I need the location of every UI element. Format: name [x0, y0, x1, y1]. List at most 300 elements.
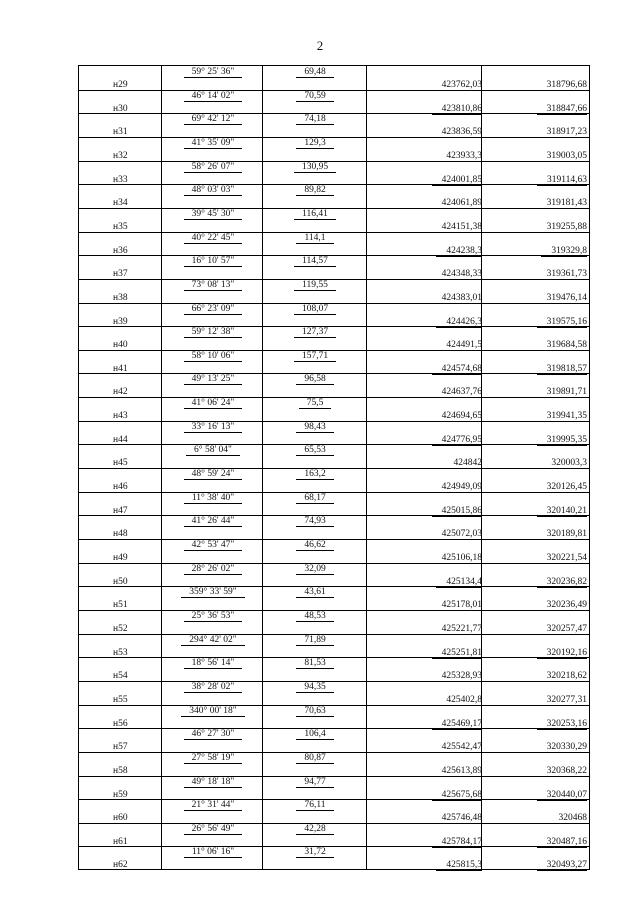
table-row	[79, 539, 589, 562]
point-label	[113, 198, 128, 208]
segment-length	[263, 256, 367, 267]
direction-angle	[163, 374, 263, 385]
table-row	[79, 161, 589, 184]
point-label-text: н43	[113, 411, 128, 422]
segment-length-text: 119,55	[294, 280, 336, 291]
coordinate-x-text: 424842	[444, 458, 483, 469]
direction-angle-text: 27° 58' 19"	[184, 753, 243, 764]
point-label-text: н39	[113, 316, 128, 327]
direction-angle	[163, 493, 263, 504]
segment-length-text: 130,95	[294, 162, 336, 173]
direction-angle	[163, 682, 263, 693]
direction-angle-text: 11° 38' 40"	[184, 493, 242, 504]
segment-length	[263, 847, 367, 858]
direction-angle	[163, 114, 263, 125]
segment-length	[263, 753, 367, 764]
direction-angle-text: 41° 06' 24"	[184, 398, 243, 409]
coordinate-x-text: 425675,68	[432, 790, 482, 801]
segment-length	[263, 611, 367, 622]
coordinate-x-text: 424426,3	[436, 317, 482, 328]
direction-angle-text: 46° 27' 30"	[184, 729, 243, 740]
direction-angle	[163, 351, 263, 362]
point-label	[113, 790, 128, 800]
table-row	[79, 515, 589, 538]
point-label	[113, 577, 128, 587]
direction-angle	[163, 445, 263, 456]
point-label	[113, 600, 128, 610]
table-row	[79, 397, 589, 420]
direction-angle	[163, 256, 263, 267]
point-label-text: н57	[113, 742, 128, 753]
coordinate-y-text: 319329,8	[541, 246, 587, 257]
table-row	[79, 681, 589, 704]
point-label-text: н49	[113, 553, 128, 563]
segment-length	[263, 351, 367, 362]
point-label	[113, 742, 128, 752]
point-label	[113, 813, 128, 823]
table-row	[79, 208, 589, 231]
point-label	[113, 553, 128, 563]
segment-length	[263, 422, 367, 433]
segment-length-text: 163,2	[296, 469, 333, 480]
point-label	[113, 127, 128, 137]
point-label-text: н55	[113, 694, 128, 705]
segment-length-text: 74,93	[296, 516, 333, 527]
segment-length-text: 70,63	[296, 706, 333, 717]
direction-angle	[163, 67, 263, 78]
direction-angle	[163, 753, 263, 764]
coordinate-x-text: 425784,17	[432, 837, 482, 848]
coordinate-y-text: 320368,22	[537, 766, 587, 777]
table-row	[79, 421, 589, 444]
table-row	[79, 113, 589, 136]
segment-length-text: 75,5	[299, 398, 332, 409]
direction-angle-text: 294° 42' 02"	[181, 635, 244, 646]
coordinate-y-text: 320126,45	[537, 482, 587, 493]
segment-length	[263, 280, 367, 291]
segment-length	[263, 540, 367, 551]
segment-length	[263, 682, 367, 693]
point-label-text: н31	[113, 127, 128, 138]
point-label-text: н52	[113, 623, 128, 634]
point-label-text: н45	[113, 458, 128, 469]
segment-length	[263, 587, 367, 598]
table-row	[79, 468, 589, 491]
segment-length-text: 69,48	[296, 67, 333, 78]
segment-length-text: 94,35	[296, 682, 333, 693]
point-label	[113, 387, 128, 397]
point-label-text: н62	[113, 860, 128, 871]
table-row	[79, 350, 589, 373]
direction-angle-text: 48° 59' 24"	[184, 469, 243, 480]
segment-length	[263, 327, 367, 338]
point-label-text: н35	[113, 221, 128, 232]
direction-angle	[163, 658, 263, 669]
coordinate-x-text: 423836,59	[432, 127, 482, 138]
table-row	[79, 823, 589, 846]
coordinate-x-text: 424574,68	[432, 364, 482, 375]
table-row	[79, 563, 589, 586]
direction-angle-text: 340° 00' 18"	[181, 706, 244, 717]
coordinate-x-text: 424348,33	[432, 269, 482, 280]
coordinate-x-text: 424238,3	[436, 246, 482, 257]
segment-length	[263, 67, 367, 78]
direction-angle	[163, 729, 263, 740]
direction-angle-text: 38° 28' 02"	[184, 682, 243, 693]
point-label-text: н54	[113, 671, 128, 682]
direction-angle-text: 26° 56' 49"	[184, 824, 243, 835]
segment-length-text: 129,3	[296, 138, 333, 149]
point-label-text: н32	[113, 150, 128, 161]
direction-angle	[163, 162, 263, 173]
point-label-text: н34	[113, 198, 128, 209]
direction-angle	[163, 635, 263, 646]
coordinate-x-text: 425402,8	[436, 695, 482, 706]
point-label	[113, 411, 128, 421]
point-label	[113, 766, 128, 776]
coordinate-y-text: 319114,63	[537, 175, 587, 186]
coordinate-x-text: 424151,38	[432, 222, 482, 233]
direction-angle-text: 59° 25' 36"	[184, 67, 243, 78]
point-label-text: н46	[113, 482, 128, 493]
segment-length	[263, 564, 367, 575]
table-row	[79, 492, 589, 515]
coordinate-y-text: 320330,29	[537, 742, 587, 753]
segment-length	[263, 824, 367, 835]
segment-length	[263, 304, 367, 315]
point-label	[113, 719, 128, 729]
table-row	[79, 137, 589, 160]
segment-length-text: 70,59	[296, 91, 333, 102]
point-label-text: н30	[113, 103, 128, 114]
point-label-text: н42	[113, 387, 128, 398]
coordinate-y-text: 319941,35	[537, 411, 587, 422]
point-label-text: н51	[113, 600, 128, 611]
point-label	[113, 340, 128, 350]
segment-length-text: 98,43	[296, 422, 333, 433]
segment-length	[263, 469, 367, 480]
direction-angle	[163, 587, 263, 598]
direction-angle-text: 59° 12' 38"	[184, 327, 243, 338]
coordinate-x-text: 425134,4	[436, 577, 482, 588]
direction-angle-text: 66° 23' 09"	[184, 304, 243, 315]
table-row	[79, 728, 589, 751]
point-label-text: н59	[113, 789, 128, 800]
segment-length-text: 94,77	[296, 777, 333, 788]
segment-length	[263, 658, 367, 669]
coordinate-x-text: 425469,17	[432, 719, 482, 730]
point-label	[113, 293, 128, 303]
segment-length	[263, 706, 367, 717]
point-label	[113, 269, 128, 279]
segment-length	[263, 185, 367, 196]
coordinate-x-text: 425072,03	[432, 529, 482, 540]
direction-angle	[163, 304, 263, 315]
direction-angle	[163, 847, 263, 858]
point-label-text: н61	[113, 836, 128, 847]
point-label-text: н53	[113, 647, 128, 658]
point-label	[113, 435, 128, 445]
segment-length-text: 157,71	[294, 351, 336, 362]
table-row	[79, 373, 589, 396]
coordinate-x-text: 423762,03	[432, 80, 482, 91]
coordinate-x-text: 424949,09	[432, 482, 482, 493]
coordinate-x-text: 425328,93	[432, 671, 482, 682]
segment-length-text: 48,53	[296, 611, 333, 622]
point-label-text: н50	[113, 576, 128, 587]
coordinates-table	[78, 65, 590, 870]
table-row	[79, 255, 589, 278]
segment-length	[263, 374, 367, 385]
point-label	[113, 648, 128, 658]
point-label-text: н44	[113, 434, 128, 445]
coordinate-y-text: 320221,54	[537, 553, 587, 564]
point-label	[113, 482, 128, 492]
direction-angle-text: 49° 18' 18"	[184, 777, 243, 788]
point-label	[113, 104, 128, 114]
coordinate-y	[482, 860, 587, 871]
segment-length	[263, 729, 367, 740]
point-label-text: н36	[113, 245, 128, 256]
point-label	[113, 860, 128, 870]
table-row	[79, 846, 589, 869]
coordinate-y-text: 320440,07	[537, 790, 587, 801]
coordinate-y-text: 319181,43	[537, 198, 587, 209]
direction-angle-text: 33° 16' 13"	[184, 422, 243, 433]
segment-length-text: 114,57	[294, 256, 336, 267]
point-label	[113, 246, 128, 256]
coordinate-y-text: 318847,66	[537, 104, 587, 115]
direction-angle-text: 40° 22' 45"	[184, 233, 243, 244]
direction-angle-text: 18° 56' 14"	[184, 658, 243, 669]
segment-length-text: 127,37	[294, 327, 336, 338]
coordinate-x-text: 425251,81	[432, 648, 482, 659]
direction-angle-text: 11° 06' 16"	[184, 847, 242, 858]
direction-angle	[163, 564, 263, 575]
direction-angle	[163, 800, 263, 811]
coordinate-x-text: 425746,48	[432, 813, 482, 824]
table-row	[79, 326, 589, 349]
direction-angle	[163, 185, 263, 196]
coordinate-x-text: 425106,18	[432, 553, 482, 564]
coordinate-y-text: 319003,05	[537, 151, 587, 162]
segment-length	[263, 91, 367, 102]
segment-length-text: 74,18	[296, 114, 333, 125]
direction-angle-text: 21° 31' 44"	[184, 800, 243, 811]
segment-length	[263, 635, 367, 646]
direction-angle	[163, 706, 263, 717]
segment-length-text: 32,09	[296, 564, 333, 575]
coordinate-x-text: 425542,47	[432, 742, 482, 753]
segment-length-text: 71,89	[296, 635, 333, 646]
coordinate-x-text: 424637,76	[432, 387, 482, 398]
coordinate-y-text: 320493,27	[537, 860, 587, 871]
segment-length	[263, 233, 367, 244]
coordinate-y-text: 320468	[549, 813, 588, 824]
direction-angle-text: 58° 10' 06"	[184, 351, 243, 362]
direction-angle	[163, 398, 263, 409]
direction-angle-text: 16° 10' 57"	[184, 256, 243, 267]
point-label-text: н38	[113, 292, 128, 303]
table-row	[79, 752, 589, 775]
coordinate-y-text: 319891,71	[537, 387, 587, 398]
coordinate-x-text: 424694,65	[432, 411, 482, 422]
point-label-text: н48	[113, 529, 128, 540]
coordinate-y-text: 319818,57	[537, 364, 587, 375]
table-row	[79, 776, 589, 799]
coordinate-x-text: 425178,01	[432, 600, 482, 611]
table-row	[79, 90, 589, 113]
direction-angle-text: 6° 58' 04"	[186, 445, 240, 456]
point-label	[113, 317, 128, 327]
page-number: 2	[316, 38, 324, 53]
point-label-text: н58	[113, 765, 128, 776]
direction-angle-text: 41° 26' 44"	[184, 516, 243, 527]
point-label-text: н29	[113, 80, 128, 90]
direction-angle	[163, 516, 263, 527]
segment-length-text: 116,41	[294, 209, 336, 220]
segment-length-text: 68,17	[296, 493, 333, 504]
coordinate-x-text: 424776,95	[432, 435, 482, 446]
direction-angle-text: 359° 33' 59"	[181, 587, 244, 598]
coordinate-y-text: 320257,47	[537, 624, 587, 635]
direction-angle-text: 49° 13' 25"	[184, 374, 243, 385]
coordinate-y-text: 319684,58	[537, 340, 587, 351]
coordinate-x-text: 425815,3	[436, 860, 482, 871]
coordinate-y-text: 319255,88	[537, 222, 587, 233]
coordinate-y-text: 319995,35	[537, 435, 587, 446]
segment-length	[263, 209, 367, 220]
segment-length-text: 89,82	[296, 185, 333, 196]
coordinate-x	[367, 860, 482, 871]
segment-length	[263, 445, 367, 456]
segment-length-text: 106,4	[296, 729, 333, 740]
coordinate-x-text: 423933,3	[436, 151, 482, 162]
coordinate-y-text: 319575,16	[537, 317, 587, 328]
coordinate-y-text: 319476,14	[537, 293, 587, 304]
segment-length-text: 96,58	[296, 374, 333, 385]
coordinate-y-text: 320189,81	[537, 529, 587, 540]
segment-length-text: 80,87	[296, 753, 333, 764]
coordinate-y-text: 320140,21	[537, 506, 587, 517]
point-label	[113, 80, 128, 90]
coordinate-y-text: 320236,82	[537, 577, 587, 588]
segment-length-text: 81,53	[296, 658, 333, 669]
direction-angle	[163, 280, 263, 291]
point-label-text: н40	[113, 340, 128, 351]
direction-angle-text: 73° 08' 13"	[184, 280, 243, 291]
coordinate-x-text: 425613,89	[432, 766, 482, 777]
coordinate-y-text: 320192,16	[537, 648, 587, 659]
segment-length-text: 43,61	[296, 587, 333, 598]
direction-angle-text: 25° 36' 53"	[184, 611, 243, 622]
segment-length	[263, 800, 367, 811]
table-row	[79, 610, 589, 633]
point-label	[113, 624, 128, 634]
coordinate-y-text: 320236,49	[537, 600, 587, 611]
segment-length	[263, 162, 367, 173]
point-label-text: н41	[113, 363, 128, 374]
segment-length-text: 46,62	[296, 540, 333, 551]
point-label-text: н60	[113, 813, 128, 824]
point-label	[113, 175, 128, 185]
table-row	[79, 279, 589, 302]
point-label	[113, 151, 128, 161]
direction-angle-text: 39° 45' 30"	[184, 209, 243, 220]
coordinate-x-text: 425221,77	[432, 624, 482, 635]
coordinate-y-text: 320003,3	[541, 458, 587, 469]
point-label	[113, 364, 128, 374]
direction-angle	[163, 233, 263, 244]
coordinate-y-text: 320253,16	[537, 719, 587, 730]
segment-length-text: 108,07	[294, 304, 336, 315]
direction-angle-text: 69° 42' 12"	[184, 114, 243, 125]
table-row	[79, 232, 589, 255]
coordinate-x-text: 424491,5	[436, 340, 482, 351]
coordinate-y-text: 318796,68	[537, 80, 587, 91]
point-label	[113, 222, 128, 232]
segment-length	[263, 398, 367, 409]
segment-length	[263, 493, 367, 504]
segment-length-text: 76,11	[296, 800, 333, 811]
coordinate-y-text: 318917,23	[537, 127, 587, 138]
coordinate-y-text: 320487,16	[537, 837, 587, 848]
segment-length-text: 114,1	[296, 233, 333, 244]
segment-length	[263, 516, 367, 527]
direction-angle-text: 58° 26' 07"	[184, 162, 243, 173]
coordinate-x-text: 425015,86	[432, 506, 482, 517]
point-label	[113, 671, 128, 681]
direction-angle	[163, 209, 263, 220]
coordinate-x-text: 424383,01	[432, 293, 482, 304]
direction-angle-text: 48° 03' 03"	[184, 185, 243, 196]
table-row	[79, 657, 589, 680]
point-label	[113, 837, 128, 847]
direction-angle	[163, 327, 263, 338]
direction-angle-text: 28° 26' 02"	[184, 564, 243, 575]
direction-angle-text: 46° 14' 02"	[184, 91, 243, 102]
direction-angle	[163, 138, 263, 149]
table-row	[79, 799, 589, 822]
coordinate-x-text: 423810,86	[432, 104, 482, 115]
point-label	[113, 458, 128, 468]
table-row	[79, 586, 589, 609]
table-row	[79, 303, 589, 326]
direction-angle-text: 41° 35' 09"	[184, 138, 243, 149]
segment-length	[263, 114, 367, 125]
segment-length	[263, 138, 367, 149]
point-label	[113, 506, 128, 516]
table-row	[79, 66, 589, 89]
table-row	[79, 444, 589, 467]
point-label-text: н47	[113, 505, 128, 516]
table-row	[79, 705, 589, 728]
coordinate-y-text: 320218,62	[537, 671, 587, 682]
point-label-text: н56	[113, 718, 128, 729]
segment-length	[263, 777, 367, 788]
coordinate-x-text: 424061,89	[432, 198, 482, 209]
direction-angle	[163, 611, 263, 622]
table-row	[79, 634, 589, 657]
direction-angle	[163, 422, 263, 433]
direction-angle	[163, 824, 263, 835]
direction-angle-text: 42° 53' 47"	[184, 540, 243, 551]
direction-angle	[163, 777, 263, 788]
segment-length-text: 65,53	[296, 445, 333, 456]
point-label-text: н33	[113, 174, 128, 185]
segment-length-text: 42,28	[296, 824, 333, 835]
direction-angle	[163, 91, 263, 102]
